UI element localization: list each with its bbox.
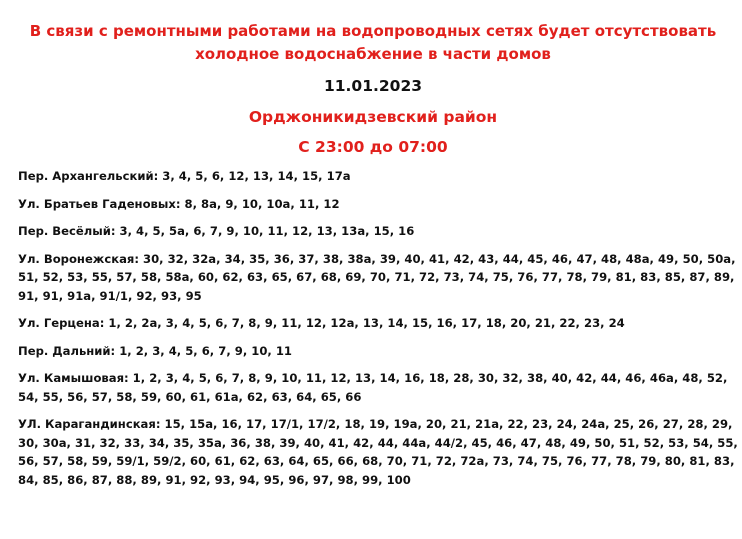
street-line: Ул. Камышовая: 1, 2, 3, 4, 5, 6, 7, 8, 9, 10, 11, 12, 13, 14, 16, 18, 28, 30, 32, 38, 40, 42, 44, 46, 46а, 48, 52, xyxy=(18,371,728,385)
street-line: Пер. Дальний: 1, 2, 3, 4, 5, 6, 7, 9, 10, 11 xyxy=(18,343,292,358)
street-entry-voronezhskaya xyxy=(18,250,736,306)
street-line: Ул. Герцена: 1, 2, 2а, 3, 4, 5, 6, 7, 8, 9, 11, 12, 12а, 13, 14, 15, 16, 17, 18, 20, 21, 22, 23, 24 xyxy=(18,316,625,330)
street-line: 54, 55, 56, 57, 58, 59, 60, 61, 61а, 62, 63, 64, 65, 66 xyxy=(18,389,362,404)
street-line: Ул. Братьев Гаденовых: 8, 8а, 9, 10, 10а, 11, 12 xyxy=(18,196,340,211)
street-line: 51, 52, 53, 55, 57, 58, 58а, 60, 62, 63, 65, 67, 68, 69, 70, 71, 72, 73, 74, 75, 76, 77, 78, 79, 81, 83, 85, 87, 89, xyxy=(18,270,735,284)
street-entry-dalny xyxy=(18,342,728,361)
street-line: Пер. Архангельский: 3, 4, 5, 6, 12, 13, 14, 15, 17а xyxy=(18,169,351,183)
street-entry-gertsena xyxy=(18,314,728,333)
street-line: УЛ. Карагандинская: 15, 15а, 16, 17, 17/1, 17/2, 18, 19, 19а, 20, 21, 21а, 22, 23, 24, 24а, 25, 26, 27, 28, 29, xyxy=(18,417,733,431)
header-line-1: В связи с ремонтными работами на водопроводных сетях будет отсутствовать xyxy=(29,22,717,40)
street-line: Ул. Воронежская: 30, 32, 32а, 34, 35, 36, 37, 38, 38а, 39, 40, 41, 42, 43, 44, 45, 46, 47, 48, 48а, 49, 50, 50а, xyxy=(18,251,736,266)
street-line: 84, 85, 86, 87, 88, 89, 91, 92, 93, 94, 95, 96, 97, 98, 99, 100 xyxy=(18,472,411,487)
street-line: 56, 57, 58, 59, 59/1, 59/2, 60, 61, 62, 63, 64, 65, 66, 68, 70, 71, 72, 72а, 73, 74, 75, 76, 77, 78, 79, 80, 81, 83, xyxy=(18,454,735,468)
street-entry-vesely xyxy=(18,222,728,241)
street-entry-gadenovykh xyxy=(18,195,728,214)
street-entry-kamyshovaya xyxy=(18,369,728,406)
street-entry-arkhangelsky xyxy=(18,167,728,186)
street-line: 91, 91, 91а, 91/1, 92, 93, 95 xyxy=(18,288,202,303)
district-name: Орджоникидзевский район xyxy=(248,108,498,126)
street-line: 30, 30а, 31, 32, 33, 34, 35, 35а, 36, 38, 39, 40, 41, 42, 44, 44а, 44/2, 45, 46, 47, 48, 49, 50, 51, 52, 53, 54, 55, xyxy=(18,435,738,450)
street-line: Пер. Весёлый: 3, 4, 5, 5а, 6, 7, 9, 10, 11, 12, 13, 13а, 15, 16 xyxy=(18,224,415,238)
header-line-2: холодное водоснабжение в части домов xyxy=(195,45,551,63)
street-list xyxy=(18,167,738,489)
notice-header xyxy=(18,20,728,66)
street-entry-karagandinskaya xyxy=(18,415,738,489)
outage-time: С 23:00 до 07:00 xyxy=(298,138,448,156)
notice-date: 11.01.2023 xyxy=(323,77,423,95)
